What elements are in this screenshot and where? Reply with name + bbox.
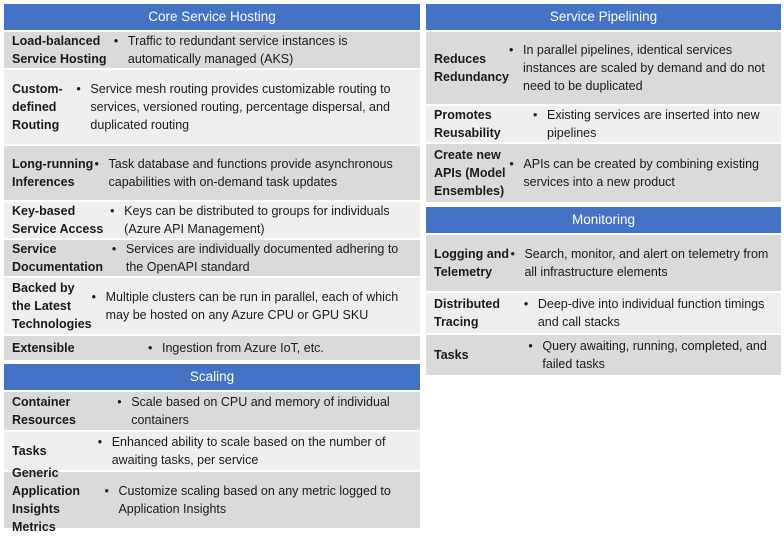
feature-label: Extensible — [12, 341, 75, 355]
feature-label: Create new APIs (Model Ensembles) — [434, 148, 506, 198]
core-service-hosting-header: Core Service Hosting — [4, 4, 420, 30]
service-pipelining-header: Service Pipelining — [426, 4, 781, 30]
feature-description: Scale based on CPU and memory of individual containers — [131, 395, 390, 427]
feature-description: Query awaiting, running, completed, and failed tasks — [542, 339, 767, 371]
feature-description: In parallel pipelines, identical services instances are scaled by demand and do not need to be duplicated — [523, 43, 765, 93]
table-row — [426, 142, 781, 202]
scaling-header: Scaling — [4, 364, 420, 390]
feature-description: Existing services are inserted into new pipelines — [547, 108, 760, 140]
service-pipelining-panel — [426, 4, 781, 202]
bullet-icon: • — [104, 484, 109, 498]
table-row — [4, 390, 420, 430]
feature-description: Service mesh routing provides customizable routing to services, versioned routing, percentage dispersal, and duplicated routing — [90, 82, 391, 132]
feature-description: Services are individually documented adhering to the OpenAPI standard — [125, 242, 399, 274]
table-row — [4, 144, 420, 200]
table-row — [4, 68, 420, 144]
feature-label: Promotes Reusability — [434, 108, 501, 140]
bullet-icon: • — [509, 43, 514, 57]
monitoring-panel — [426, 207, 781, 375]
feature-label: Tasks — [434, 348, 469, 362]
bullet-icon: • — [111, 242, 117, 256]
feature-label: Load-balanced Service Hosting — [12, 34, 107, 66]
feature-description: Enhanced ability to scale based on the number of awaiting tasks, per service — [111, 435, 386, 467]
feature-description: Multiple clusters can be run in parallel, each of which may be hosted on any Azure CPU or GPU SKU — [105, 290, 399, 322]
bullet-icon: • — [110, 204, 115, 218]
bullet-icon: • — [148, 341, 153, 355]
scaling-panel — [4, 364, 420, 534]
bullet-icon: • — [91, 290, 97, 304]
feature-label: Tasks — [12, 444, 47, 458]
monitoring-header: Monitoring — [426, 207, 781, 233]
bullet-icon: • — [533, 108, 538, 122]
feature-description: Task database and functions provide asynchronous capabilities with on-demand task updates — [108, 157, 393, 189]
bullet-icon: • — [528, 339, 533, 353]
feature-label: Service Documentation — [12, 242, 103, 274]
bullet-icon: • — [113, 34, 119, 48]
bullet-icon: • — [76, 82, 81, 96]
table-row — [426, 233, 781, 291]
bullet-icon: • — [509, 157, 514, 171]
bullet-icon: • — [94, 157, 99, 171]
feature-description: Deep-dive into individual function timings and call stacks — [537, 297, 765, 329]
bullet-icon: • — [117, 395, 122, 409]
core-service-hosting-panel — [4, 4, 420, 360]
table-row — [426, 30, 781, 104]
bullet-icon: • — [510, 247, 515, 261]
feature-label: Reduces Redundancy — [434, 52, 510, 84]
feature-label: Key-based Service Access — [12, 204, 104, 236]
feature-label: Logging and Telemetry — [434, 247, 509, 279]
feature-label: Custom-defined Routing — [12, 82, 63, 132]
table-row — [4, 334, 420, 360]
table-row — [426, 333, 781, 375]
feature-label: Generic Application Insights Metrics — [12, 466, 81, 534]
table-row — [4, 466, 420, 534]
feature-label: Container Resources — [12, 395, 76, 427]
feature-label: Backed by the Latest Technologies — [12, 281, 92, 331]
feature-label: Long-running Inferences — [12, 157, 94, 189]
feature-description: Ingestion from Azure IoT, etc. — [162, 341, 324, 355]
feature-description: Traffic to redundant service instances is automatically managed (AKS) — [127, 34, 348, 66]
bullet-icon: • — [523, 297, 529, 311]
table-row — [426, 104, 781, 142]
table-row — [4, 238, 420, 276]
table-row — [4, 30, 420, 68]
table-row — [426, 291, 781, 333]
bullet-icon: • — [97, 435, 103, 449]
table-row — [4, 200, 420, 238]
feature-description: Customize scaling based on any metric logged to Application Insights — [118, 484, 391, 516]
table-row — [4, 276, 420, 334]
feature-description: Search, monitor, and alert on telemetry from all infrastructure elements — [524, 247, 769, 279]
feature-description: Keys can be distributed to groups for individuals (Azure API Management) — [124, 204, 390, 236]
feature-label: Distributed Tracing — [434, 297, 500, 329]
feature-description: APIs can be created by combining existing services into a new product — [523, 157, 759, 189]
